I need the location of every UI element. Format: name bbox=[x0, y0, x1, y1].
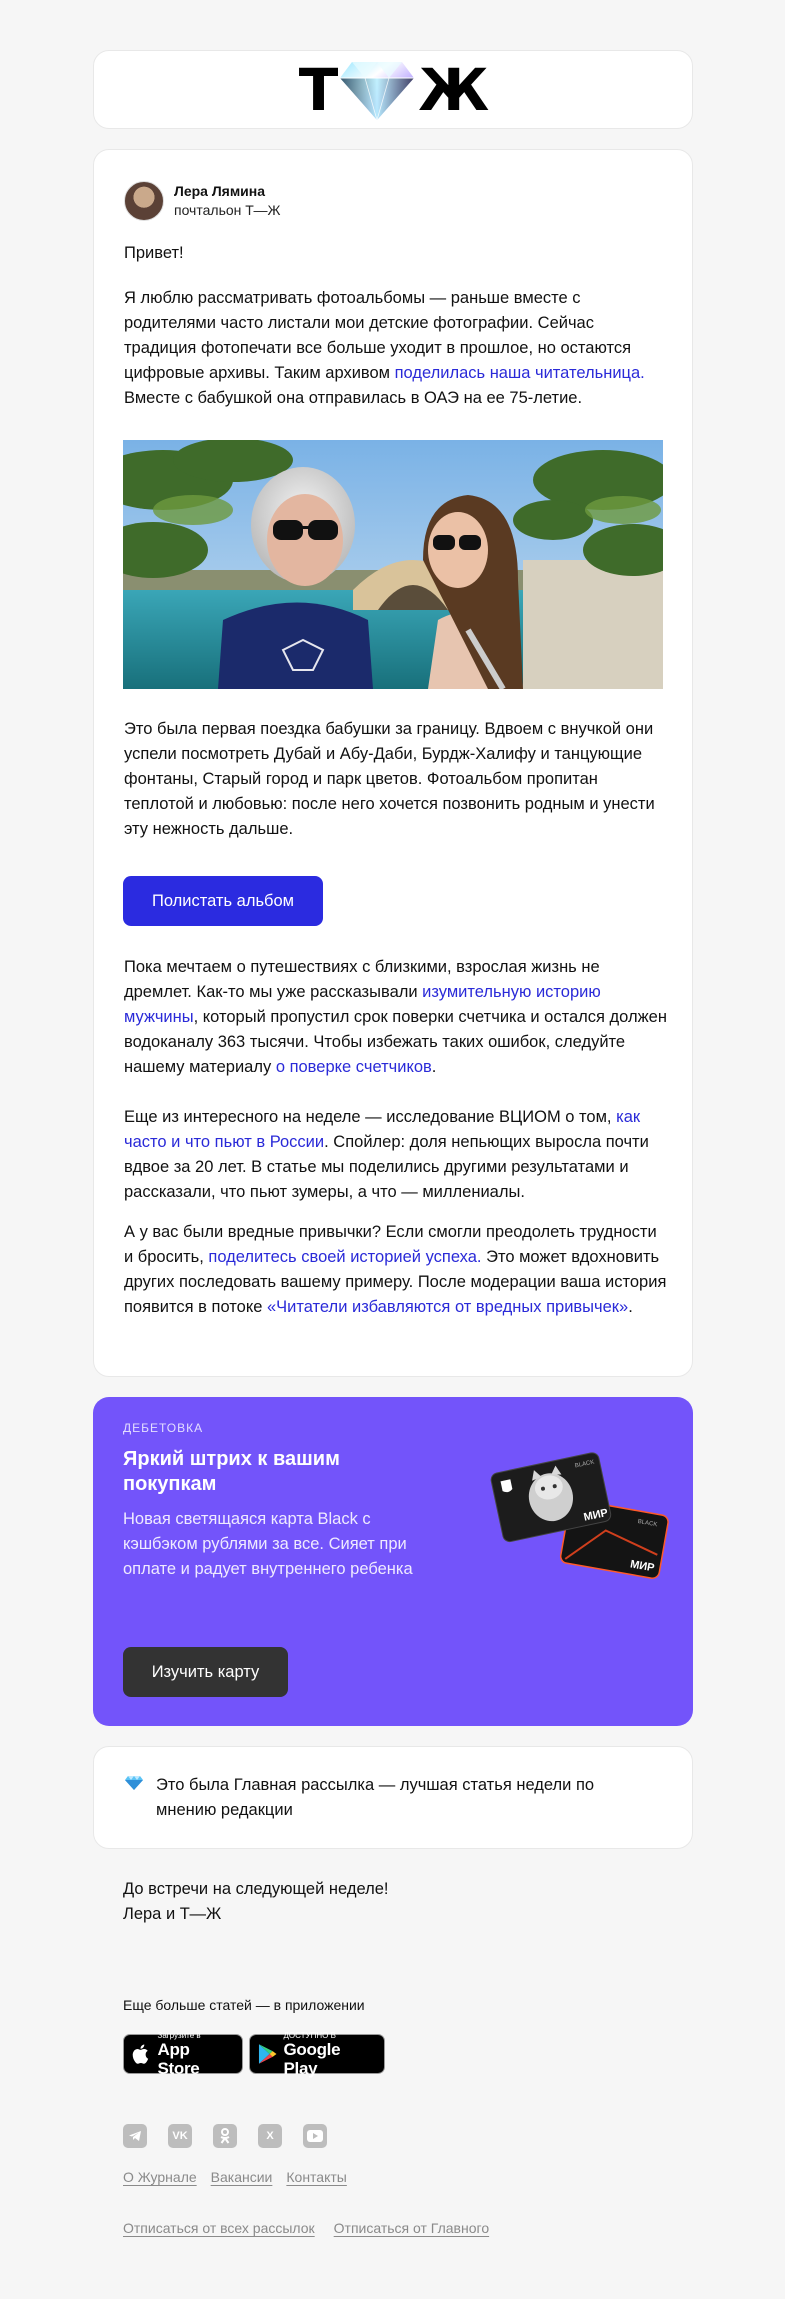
drinking-survey-link[interactable]: как часто и что пьют в России bbox=[124, 1108, 641, 1151]
app-store-button[interactable] bbox=[123, 2030, 243, 2078]
social-links bbox=[123, 2124, 327, 2148]
newsletter-note-card bbox=[93, 1746, 693, 1849]
meter-check-link[interactable]: о поверке счетчиков bbox=[275, 1058, 432, 1076]
diamond-logo-icon bbox=[338, 58, 416, 122]
unsubscribe-main-link[interactable]: Отписаться от Главного bbox=[333, 2220, 490, 2236]
app-store-small-text: Загрузите в bbox=[157, 2030, 201, 2040]
unsubscribe-links bbox=[123, 2220, 489, 2236]
paragraph-intro: Я люблю рассматривать фотоальбомы — раньше вместе с родителями часто листали мои детские фотографии. Сейчас традиция фотопечати все больше уходит в прошлое, но остаются цифровые архивы. Таким архивом поделилась наша читательница. Вместе с бабушкой она отправилась в ОАЭ на ее 75-летие. bbox=[124, 289, 645, 407]
vk-icon[interactable]: VK bbox=[168, 2124, 192, 2148]
author-block bbox=[124, 180, 662, 222]
share-story-link[interactable]: поделитесь своей историей успеха. bbox=[208, 1248, 482, 1266]
logo-letter-zh: Ж bbox=[418, 55, 488, 124]
travel-photo bbox=[123, 440, 663, 689]
header-card bbox=[93, 50, 693, 129]
avatar bbox=[124, 181, 164, 221]
x-icon[interactable]: X bbox=[258, 2124, 282, 2148]
man-story-link[interactable]: изумительную историю мужчины bbox=[124, 983, 601, 1026]
explore-card-button[interactable]: Изучить карту bbox=[123, 1647, 288, 1697]
signoff-line-1: До встречи на следующей неделе! bbox=[123, 1880, 389, 1898]
card-mir-label-back: МИР bbox=[629, 1558, 656, 1575]
paragraph-habits: А у вас были вредные привычки? Если смогли преодолеть трудности и бросить, поделитесь своей историей успеха. Это может вдохновить других последовать вашему примеру. После модерации ваша история появится в потоке «Читатели избавляются от вредных привычек». bbox=[124, 1223, 667, 1316]
google-play-small-text: ДОСТУПНО В bbox=[283, 2030, 336, 2040]
greeting: Привет! bbox=[124, 244, 184, 262]
google-play-icon bbox=[258, 2043, 277, 2065]
tzh-logo[interactable] bbox=[298, 55, 488, 124]
promo-description: Новая светящаяся карта Black с кэшбэком рублями за все. Сияет при оплате и радует внутреннего ребенка bbox=[123, 1510, 413, 1578]
signoff bbox=[123, 1877, 388, 1927]
readers-habits-stream-link[interactable]: «Читатели избавляются от вредных привычек» bbox=[266, 1298, 629, 1316]
footer-link-contacts[interactable]: Контакты bbox=[286, 2169, 347, 2185]
promo-card bbox=[93, 1397, 693, 1726]
signoff-line-2: Лера и Т—Ж bbox=[123, 1905, 222, 1923]
view-album-button[interactable]: Полистать альбом bbox=[123, 876, 323, 926]
author-role: почтальон Т—Ж bbox=[174, 202, 281, 218]
reader-story-link[interactable]: поделилась наша читательница. bbox=[394, 364, 645, 382]
card-black-label: BLACK bbox=[574, 1459, 595, 1470]
app-promo-title: Еще больше статей — в приложении bbox=[123, 1997, 365, 2013]
logo-letter-t: Т bbox=[298, 55, 337, 124]
paragraph-survey: Еще из интересного на неделе — исследование ВЦИОМ о том, как часто и что пьют в России. Спойлер: доля непьющих выросла почти вдвое за 20 лет. В статье мы поделились другими результатами и рассказали, что пьют зумеры, а что — миллениалы. bbox=[124, 1108, 649, 1201]
store-badges bbox=[123, 2030, 385, 2078]
app-store-label: App Store bbox=[157, 2039, 200, 2078]
main-content-card bbox=[93, 149, 693, 1377]
telegram-icon[interactable] bbox=[123, 2124, 147, 2148]
footer-link-about[interactable]: О Журнале bbox=[123, 2169, 197, 2185]
odnoklassniki-icon[interactable] bbox=[213, 2124, 237, 2148]
promo-tag: ДЕБЕТОВКА bbox=[123, 1421, 204, 1435]
footer-link-jobs[interactable]: Вакансии bbox=[210, 2169, 273, 2185]
card-black-label-back: BLACK bbox=[637, 1518, 658, 1529]
apple-icon bbox=[132, 2042, 151, 2066]
paragraph-trip: Это была первая поездка бабушки за границу. Вдвоем с внучкой они успели посмотреть Дубай и Абу-Даби, Бурдж-Халифу и танцующие фонтаны, Старый город и парк цветов. Фотоальбом пропитан теплотой и любовью: после него хочется позвонить родным и унести эту нежность дальше. bbox=[124, 720, 655, 838]
google-play-label: Google Play bbox=[283, 2039, 341, 2078]
diamond-icon bbox=[124, 1775, 144, 1791]
unsubscribe-all-link[interactable]: Отписаться от всех рассылок bbox=[123, 2220, 315, 2236]
google-play-button[interactable] bbox=[249, 2030, 385, 2078]
footer-links bbox=[123, 2169, 347, 2185]
author-name: Лера Лямина bbox=[174, 183, 266, 199]
black-card-image bbox=[483, 1447, 673, 1597]
note-text: Это была Главная рассылка — лучшая статья недели по мнению редакции bbox=[156, 1776, 595, 1819]
card-mir-label: МИР bbox=[582, 1506, 610, 1524]
paragraph-meters: Пока мечтаем о путешествиях с близкими, взрослая жизнь не дремлет. Как-то мы уже рассказывали изумительную историю мужчины, который пропустил срок поверки счетчика и остался должен водоканалу 363 тысячи. Чтобы избежать таких ошибок, следуйте нашему материалу о поверке счетчиков. bbox=[124, 958, 667, 1076]
promo-title: Яркий штрих к вашим покупкам bbox=[123, 1448, 340, 1495]
youtube-icon[interactable] bbox=[303, 2124, 327, 2148]
